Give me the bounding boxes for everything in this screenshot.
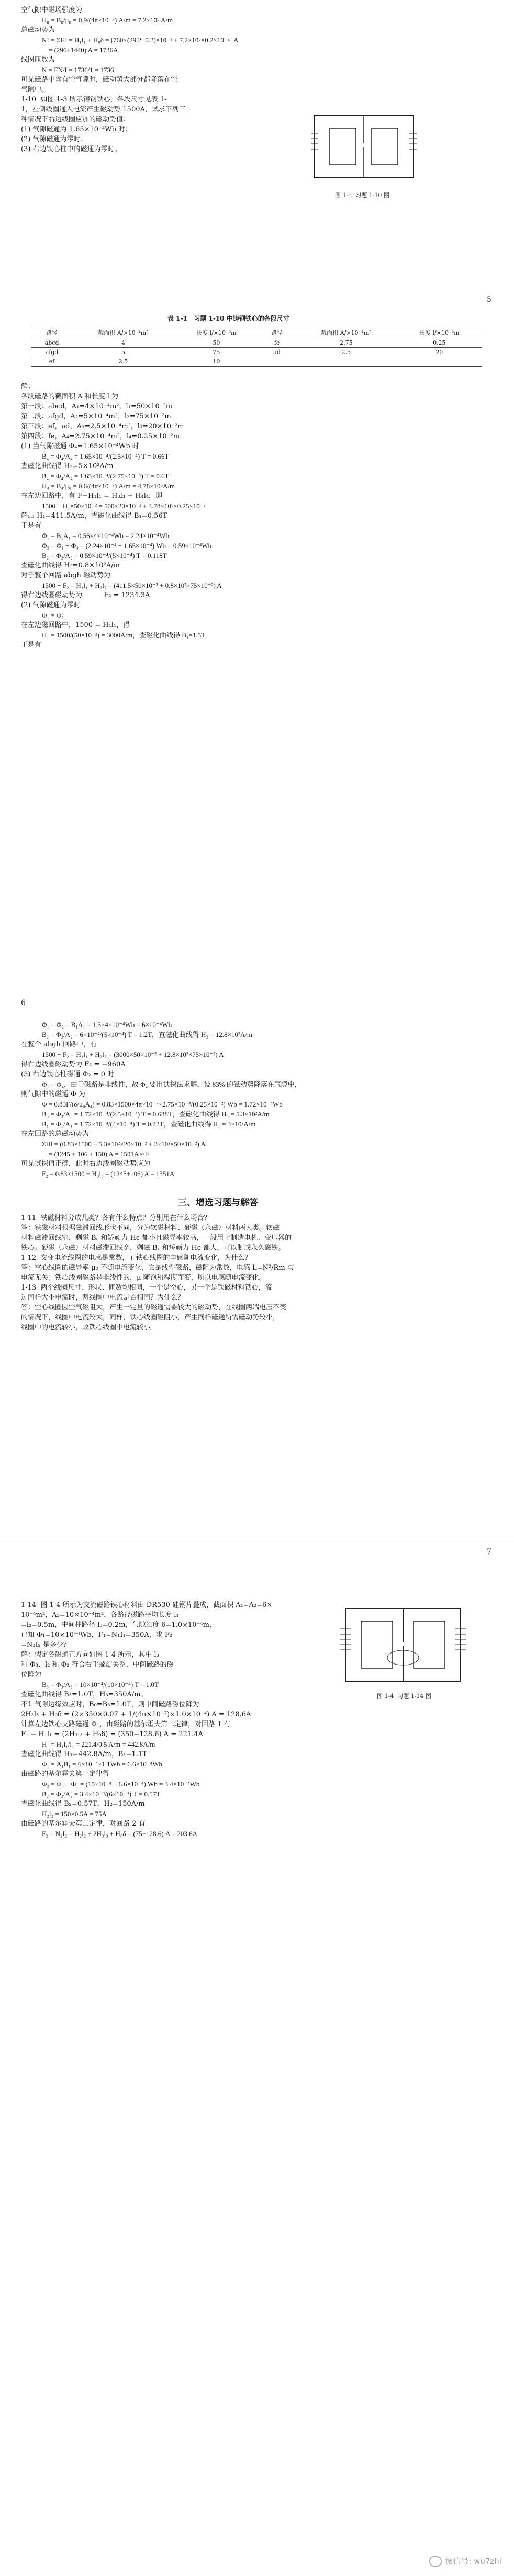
text-line: 种情况下右边线圈应加的磁动势值：	[21, 116, 130, 123]
text-line: B₂ = Φ₂/A₂ = 0.59×10⁻⁴/(5×10⁻⁴) T = 0.118T	[42, 552, 167, 560]
text-line: =l₂=0.5m，中间柱路径 l₃=0.2m，气隙长度 δ=1.0×10⁻⁴m，	[21, 1621, 216, 1629]
text-line: 答：空心线圈的磁导率 μ₀ 不随电流变化，它是线性磁路，磁阻为常数，电感 L=N²/Rm 与	[21, 1264, 294, 1272]
text-line: 各段磁路的截面积 A 和长度 l 为	[21, 393, 119, 401]
text-line: 查磁化曲线得 H₃=5×10²A/m	[21, 462, 114, 470]
table-cell: 50	[174, 338, 259, 348]
wechat-icon	[429, 2556, 442, 2567]
text-line: 1-14 图 1-4 所示为交流磁路铁心材料由 DR530 硅钢片叠成，截面积 A₁=A₂=6×	[21, 1601, 273, 1609]
text-line: 铁心。硬磁（永磁）材料磁滞回线宽，剩磁 Bᵣ 和矫顽力 Hc 都大，可以制成永久磁铁。	[21, 1244, 285, 1252]
text-line: 解：	[21, 383, 35, 391]
figure-1-4-caption: 图 1-4 习题 1-14 图	[377, 1693, 431, 1700]
text-line: 得右边线圈磁动势为 F₂ = −960A	[21, 1061, 126, 1068]
text-line: 解：假定各磁通正方向如图 1-4 所示，其中 l₃	[21, 1651, 159, 1659]
text-line: (1) 当气隙磁通 Φ₄=1.65×10⁻⁴Wb 时	[21, 442, 139, 450]
table-row	[31, 357, 482, 367]
table-row	[31, 348, 482, 357]
text-line: 则气隙中的磁通 Φ 为	[21, 1090, 85, 1098]
text-line: 查磁化曲线得 H₁=442.8A/m，B₁=1.1T	[21, 1750, 147, 1758]
table-header-cell: 路径	[31, 327, 72, 338]
text-line: ΣHl = (0.83×1500 + 5.3×10²×20×10⁻² + 3×10²×50×10⁻²) A	[42, 1140, 206, 1148]
table-cell: ef	[31, 357, 72, 367]
text-line: H₂l₂ = 150×0.5A = 75A	[42, 1810, 107, 1818]
figure-1-3-caption: 图 1-3 习题 1-10 图	[335, 192, 389, 199]
text-line: 查磁化曲线得 B₃=1.0T，H₃=350A/m。	[21, 1691, 148, 1699]
text-line: 过同样大小电流时，两线圈中电流是否相同？为什么？	[21, 1294, 185, 1302]
table-header-cell: 截面积 A/×10⁻⁴m²	[295, 327, 397, 338]
page-number-7: 7	[487, 1548, 491, 1556]
text-line: 可见磁路中含有空气隙时，磁动势大部分都降落在空	[21, 76, 178, 84]
text-line: B₃ = Φ₃/A₃ = 1.72×10⁻⁴/(2.5×10⁻⁴) T = 0.688T，查磁化曲线得 H₃ = 5.3×10²A/m	[42, 1110, 270, 1118]
text-line: H₀ = B₀/μ₀ = 0.9/(4π×10⁻⁷) A/m = 7.2×10⁵ A/m	[42, 16, 173, 24]
page-number-6: 6	[21, 999, 26, 1007]
text-line: 计算左边铁心支路磁通 Φ₁，由磁路的基尔霍夫第二定律，对回路 1 有	[21, 1720, 231, 1728]
text-line: 位降为	[21, 1671, 42, 1679]
text-line: 不计气隙边缘效应时，B₀=B₃=1.0T，则中间磁路磁位降为	[21, 1701, 199, 1708]
page-1-solution	[21, 382, 493, 650]
table-cell: 2.5	[72, 357, 174, 367]
table-cell: ad	[259, 348, 295, 357]
text-line: Φ = 0.83F/(δ/μ₀A₄) = 0.83×1500×4π×10⁻⁷×2.75×10⁻⁴/(0.25×10⁻²) Wb = 1.72×10⁻⁴Wb	[42, 1100, 283, 1108]
text-line: 查磁化曲线得 B₂=0.57T，H₂=150A/m	[21, 1800, 145, 1808]
text-line: Φ₁ = Φ₄，由于磁路是非线性，故 Φ₄ 要用试探法求解，设 83% 的磁动势降落在气隙中，	[42, 1080, 301, 1088]
text-line: 1500 − H₁×50×10⁻² = 500×20×10⁻² + 4.78×10⁵×0.25×10⁻²	[42, 502, 206, 510]
text-line: Φ₁ = A₁B₁ = 6×10⁻⁴×1.1Wb = 6.6×10⁻⁴Wb	[42, 1760, 162, 1768]
page-1-text	[21, 5, 493, 154]
text-line: B₃ = Φ₃/A₃ = 10×10⁻⁴/(10×10⁻⁴) T = 1.0T	[42, 1681, 159, 1689]
section-title: 三、增选习题与解答	[178, 1198, 258, 1208]
table-header-cell: 截面积 A/×10⁻⁴m²	[72, 327, 174, 338]
page-2-qa	[21, 1213, 493, 1332]
text-line: 1500 − F₂ = H₁l₁ + H₂l₂ = (411.5×50×10⁻² + 0.8×10²×75×10⁻²) A	[42, 582, 222, 589]
table-1-1-title: 表 1-1 习题 1-10 中铸钢铁心的各段尺寸	[167, 315, 289, 322]
text-line: 1，左侧线圈通入电流产生磁动势 1500A，试求下列三	[21, 106, 186, 113]
text-line: B₁ = Φ₁/A₁ = 1.72×10⁻⁴/(4×10⁻⁴) T = 0.43T，查磁化曲线得 H₁ = 3×10²A/m	[42, 1120, 256, 1128]
text-line: (2) 气隙磁通为零时	[21, 601, 81, 609]
text-line: (2) 气隙磁通为零时；	[21, 135, 87, 143]
text-line: H₄ = B₄/μ₀ = 0.6/(4π×10⁻⁷) A/m = 4.78×10⁵A/m	[42, 482, 175, 490]
text-line: 材料磁滞回线窄，剩磁 Bᵣ 和矫顽力 Hc 都小且磁导率较高，一般用于制造电机、变压器的	[21, 1234, 292, 1242]
text-line: 于是有	[21, 522, 42, 530]
figure-1-4	[335, 1600, 471, 1689]
text-line: = (296+1440) A = 1736A	[42, 46, 118, 54]
page-2-text	[21, 1020, 493, 1179]
page-1	[21, 5, 493, 154]
watermark-text: 微信号: wu7zhi	[445, 2557, 501, 2566]
table-cell: 2.5	[295, 348, 397, 357]
text-line: N = FN/I = 1736/1 = 1736	[42, 66, 114, 74]
text-line: 空气隙中磁场强度为	[21, 6, 83, 14]
text-line: F₂ = N₂I₂ = H₂l₂ + 2H₃l₃ + H₀δ = (75+128.6) A = 203.6A	[42, 1830, 198, 1838]
table-1-1	[31, 327, 482, 367]
text-line: 1500 − F₂ = H₁l₁ + H₂l₂ = (3000×50×10⁻² + 12.8×10²×75×10⁻²) A	[42, 1051, 224, 1058]
text-line: 得右边线圈磁动势为 F₂ = 1234.3A	[21, 591, 150, 599]
watermark	[429, 2556, 501, 2567]
table-header-cell: 长度 l/×10⁻²m	[397, 327, 482, 338]
text-line: 在左边磁回路中，1500 = H₁l₁，得	[21, 621, 130, 629]
text-line: 在整个 abgh 回路中，有	[21, 1041, 97, 1048]
text-line: = (1245 + 106 + 150) A = 1501A ≈ F	[42, 1150, 150, 1158]
text-line: 总磁动势为	[21, 26, 55, 34]
text-line: Φ₁ = Φ₂	[42, 611, 64, 619]
text-line: B₄ = Φ₄/A₄ = 1.65×10⁻⁴/(2.75×10⁻⁴) T = 0.6T	[42, 472, 169, 480]
text-line: 1-12 交变电流线圈的电感是常数，而铁心线圈的电感随电流变化，为什么？	[21, 1254, 252, 1262]
text-line: 的情况下，线圈中电流较大，同样，铁心线圈磁阻小，产生同样磁通所需磁动势较小，	[21, 1314, 280, 1321]
text-line: NI = ΣHl = H₁l₁ + H₀δ = [760×(29.2−0.2)×10⁻² + 7.2×10⁵×0.2×10⁻²] A	[42, 36, 239, 44]
text-line: Φ₁ = Φ₂ = B₁A₁ = 1.5×4×10⁻⁴Wb = 6×10⁻⁴Wb	[42, 1021, 172, 1029]
figure-1-3	[309, 110, 419, 188]
text-line: 第一段：abcd，A₁=4×10⁻⁴m²，l₁=50×10⁻²m	[21, 403, 173, 411]
text-line: 1-10 如图 1-3 所示铸钢铁心，各段尺寸见表 1-	[21, 96, 167, 104]
text-line: 2H₃l₃ + H₀δ = (2×350×0.07 + 1/(4π×10⁻⁷)×1.0×10⁻⁴) A = 128.6A	[21, 1711, 251, 1718]
text-line: 查磁化曲线得 H₂=0.8×10²A/m	[21, 562, 120, 569]
table-header-cell: 长度 l/×10⁻²m	[174, 327, 259, 338]
text-line: 答：铁磁材料根据磁滞回线形状不同，分为软磁材料、硬磁（永磁）材料两大类。软磁	[21, 1224, 280, 1232]
text-line: 第二段：afgd，A₂=5×10⁻⁴m²，l₂=75×10⁻²m	[21, 413, 171, 420]
text-line: 对于整个回路 abgh 磁动势为	[21, 572, 111, 579]
table-cell: 10	[174, 357, 259, 367]
table-cell: 5	[72, 348, 174, 357]
text-line: 答：空心线圈因空气磁阻大，产生一定量的磁通需要较大的磁动势，在线圈两端电压不变	[21, 1304, 287, 1312]
text-line: B₂ = Φ₂/A₂ = 3.4×10⁻⁴/(6×10⁻⁴) T = 0.57T	[42, 1790, 161, 1798]
table-cell: abcd	[31, 338, 72, 348]
text-line: 1-13 两个线圈尺寸、形状、匝数均相同，一个是空心，另一个是铁磁材料铁心，流	[21, 1284, 272, 1292]
table-cell	[397, 357, 482, 367]
text-line: 1-11 铁磁材料分成几类？各有什么特点？分别用在什么场合？	[21, 1214, 211, 1222]
text-line: (1) 气隙磁通为 1.65×10⁻⁴Wb 时；	[21, 126, 132, 133]
text-line: 线圈匝数为	[21, 56, 55, 64]
text-line: 第三段：ef，ad，A₃=2.5×10⁻⁴m²，l₃=20×10⁻²m	[21, 423, 184, 430]
text-line: Φ₁ = B₁A₁ = 0.56×4×10⁻⁴Wb = 2.24×10⁻⁴Wb	[42, 532, 169, 540]
text-line: B₄ = Φ₄/A₄ = 1.65×10⁻⁴/(2.5×10⁻⁴) T = 0.66T	[42, 452, 169, 460]
text-line: =N₂I₂ 是多少？	[21, 1641, 70, 1649]
text-line: 10⁻⁴m²，A₃=10×10⁻⁴m²，各路径磁路平均长度 l₁	[21, 1611, 179, 1619]
text-line: 电流无关；铁心线圈磁路是非线性的，μ 随饱和程度而变，所以电感随电流变化。	[21, 1274, 266, 1282]
text-line: (3) 右边铁心柱磁通 Φ₂ = 0 时	[21, 1070, 115, 1078]
text-line: (3) 右边铁心柱中的磁通为零时。	[21, 145, 121, 153]
table-cell: 4	[72, 338, 174, 348]
text-line: F₁ − H₁l₁ = (2H₃l₃ + H₀δ) = (350−128.6) A = 221.4A	[21, 1730, 203, 1738]
text-line: H₁ = 1500/(50×10⁻²) = 3000A/m，查磁化曲线得 B₁=1.5T	[42, 631, 206, 639]
table-cell	[259, 357, 295, 367]
text-line: 解出 H₁=411.5A/m，查磁化曲线得 B₁=0.56T	[21, 512, 167, 520]
table-cell: 20	[397, 348, 482, 357]
text-line: 和 Φ₃、l₂ 和 Φ₂ 符合右手螺旋关系，中间磁路的磁	[21, 1661, 174, 1669]
text-line: 由磁路的基尔霍夫第一定律得	[21, 1770, 110, 1778]
table-cell: 2.75	[295, 338, 397, 348]
text-line: Φ₂ = Φ₃ − Φ₁ = (10×10⁻⁴ − 6.6×10⁻⁴) Wb = 3.4×10⁻⁴Wb	[42, 1780, 200, 1788]
table-cell: fe	[259, 338, 295, 348]
text-line: 线圈中的电流较小，故铁心线圈中电流较小。	[21, 1324, 158, 1331]
page-number-5: 5	[487, 295, 491, 304]
text-line: 在左边回路中，有 F−H₁l₁ = H₃l₃ + H₄l₄，即	[21, 492, 163, 500]
text-line: 气隙中。	[21, 86, 49, 94]
text-line: B₂ = Φ₂/A₂ = 6×10⁻⁴/(5×10⁻⁴) T = 1.2T，查磁化曲线得 H₂ = 12.8×10²A/m	[42, 1031, 252, 1039]
text-line: Φ₂ = Φ₁ − Φ₄ = (2.24×10⁻⁴ − 1.65×10⁻⁴) Wb = 0.59×10⁻⁴Wb	[42, 542, 212, 550]
table-cell: 75	[174, 348, 259, 357]
text-line: 第四段：fe，A₄=2.75×10⁻⁴m²，l₄=0.25×10⁻²m	[21, 432, 180, 440]
table-header-cell: 路径	[259, 327, 295, 338]
table-row	[31, 338, 482, 348]
text-line: F₂ = 0.83×1500 + H₃l₃ = (1245+106) A = 1351A	[42, 1170, 175, 1178]
table-cell	[295, 357, 397, 367]
table-cell: 0.25	[397, 338, 482, 348]
text-line: 于是有	[21, 641, 42, 649]
text-line: 已知 Φ₁=10×10⁻⁴Wb，F₁=N₁I₁=350A，求 F₂	[21, 1631, 173, 1639]
text-line: 可见试探值正确，此时右边线圈磁动势应为	[21, 1160, 151, 1168]
text-line: 由磁路的基尔霍夫第二定律，对回路 2 有	[21, 1820, 146, 1828]
table-cell: afgd	[31, 348, 72, 357]
text-line: 在左回路的总磁动势为	[21, 1130, 90, 1138]
text-line: H₁ = H₁l₁/l₁ = 221.4/0.5 A/m = 442.8A/m	[42, 1740, 155, 1748]
